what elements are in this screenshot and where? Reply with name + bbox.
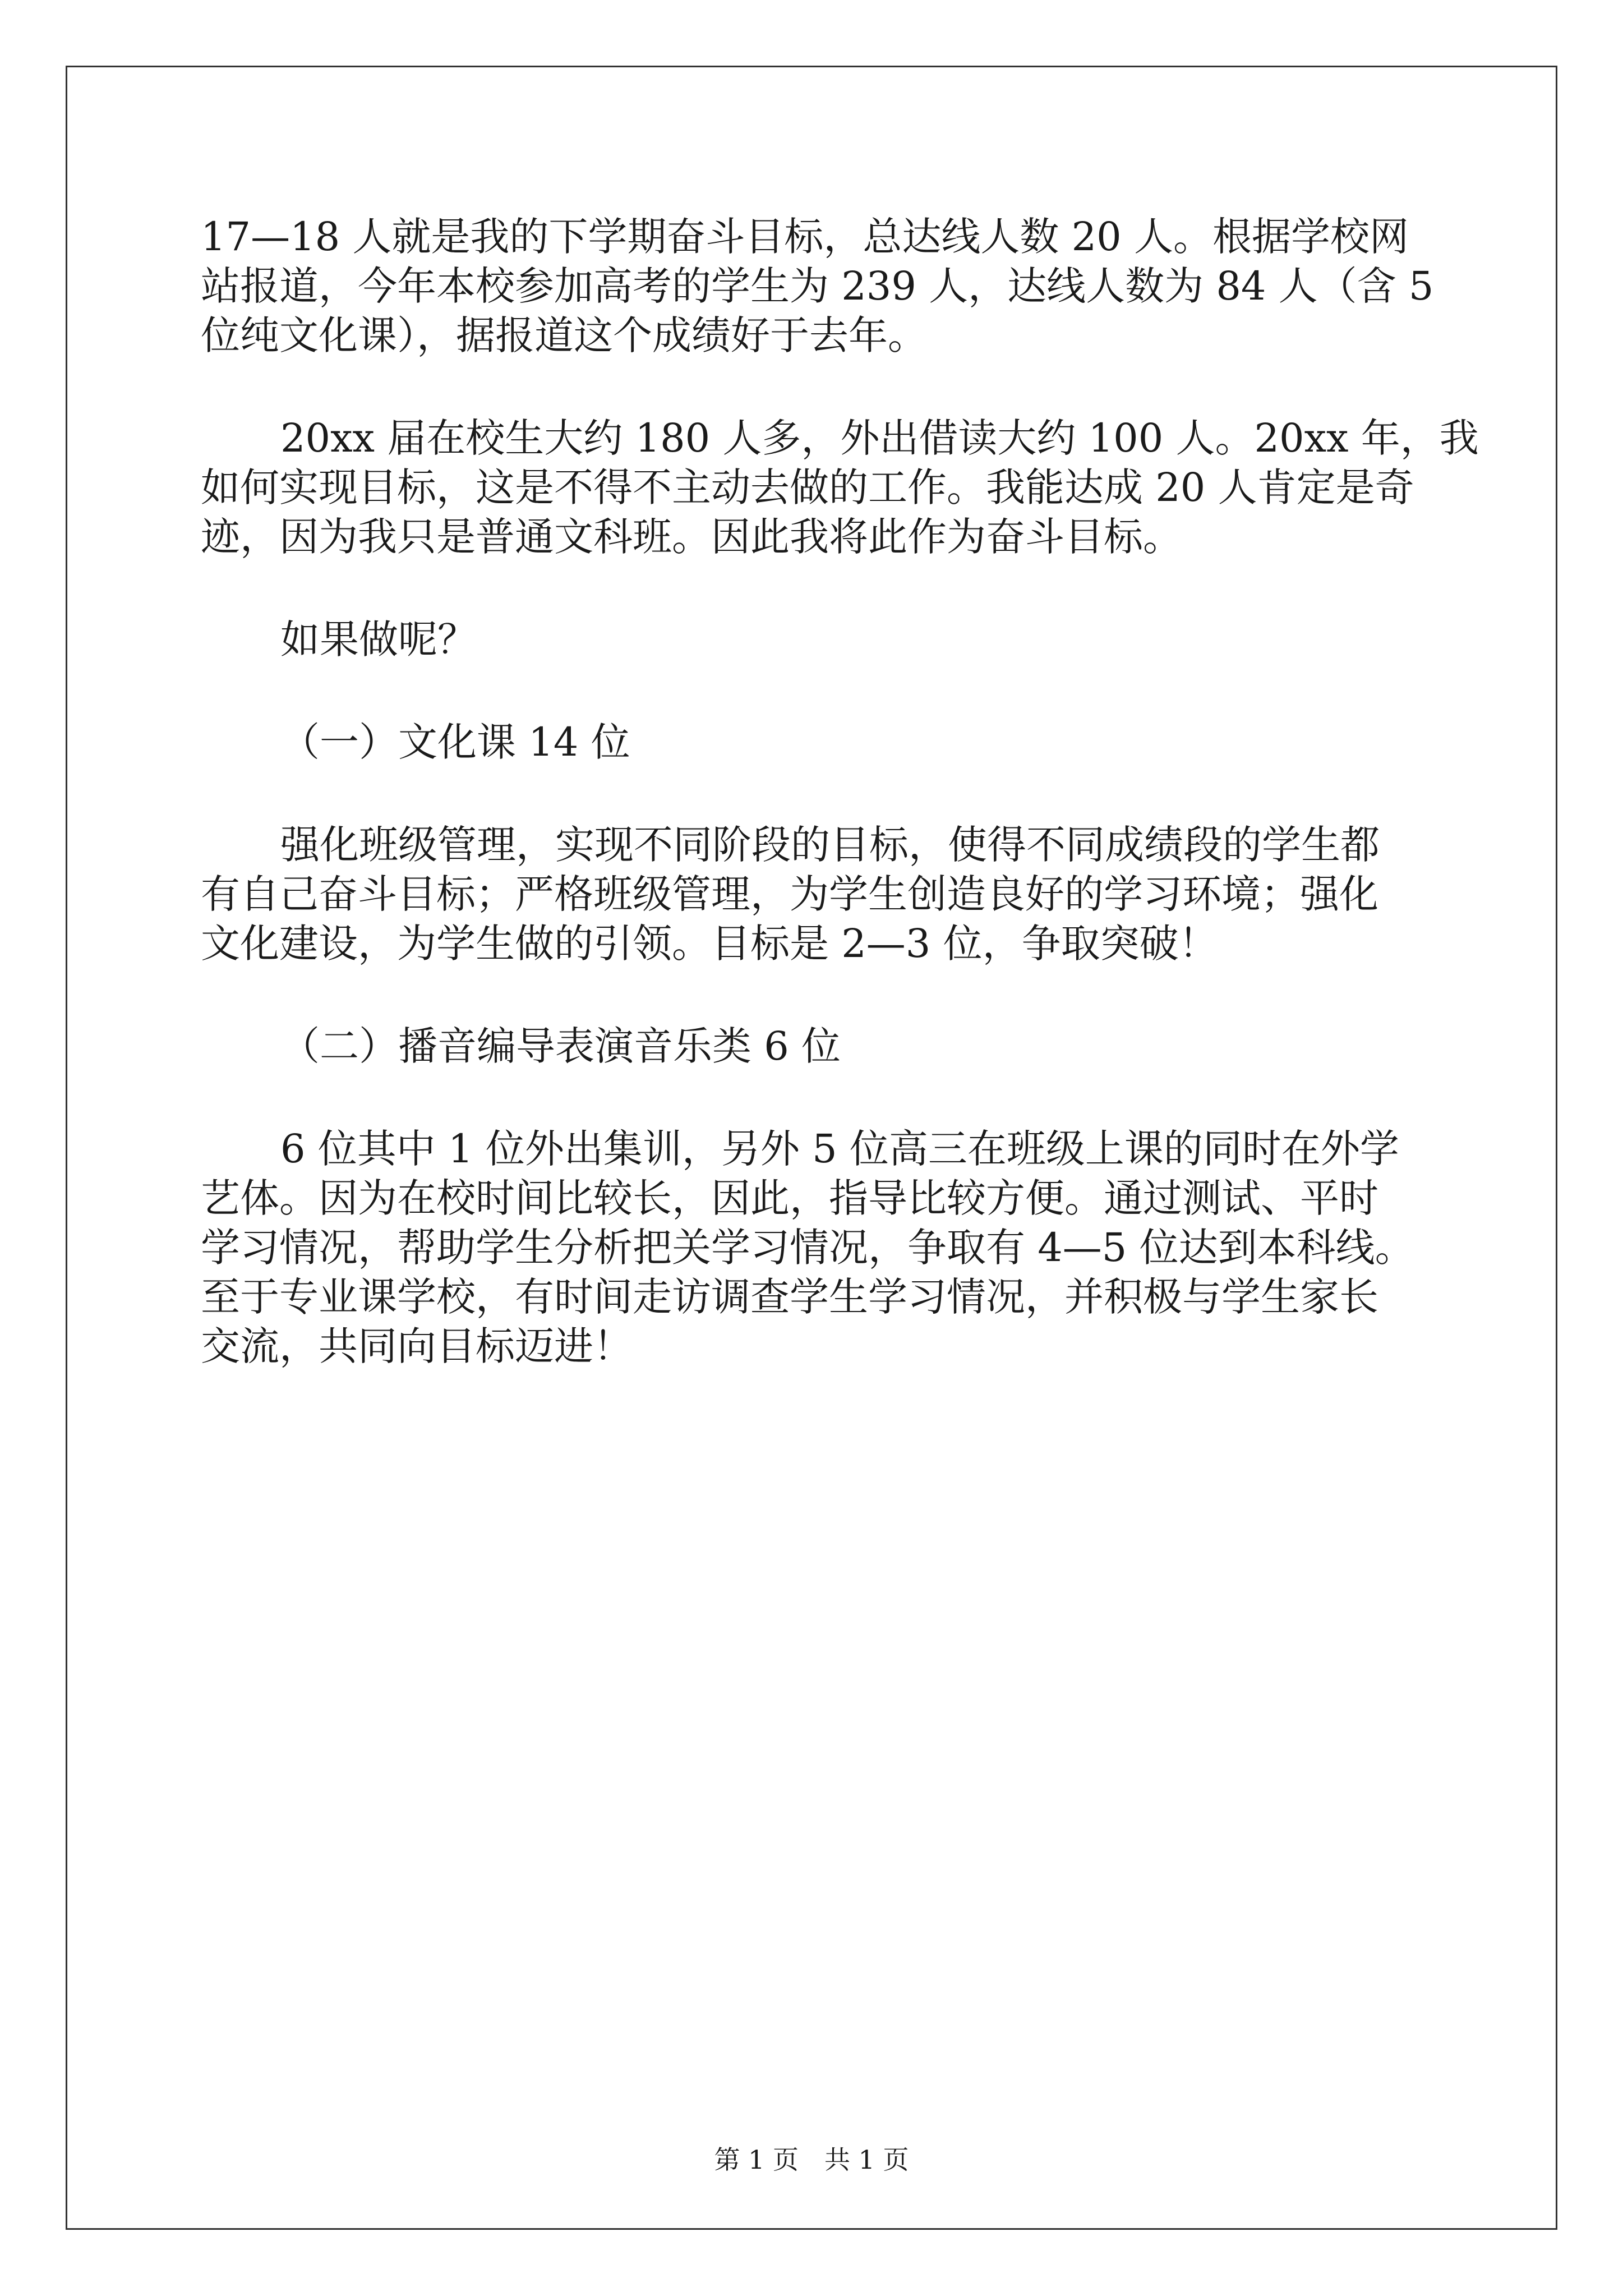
text-line: 位纯文化课），据报道这个成绩好于去年。 <box>201 312 927 358</box>
section-heading <box>201 1022 1441 1071</box>
text-line: 17—18 人就是我的下学期奋斗目标，总达线人数 20 人。根据学校网 <box>201 214 1409 260</box>
text-line: 至于专业课学校，有时间走访调查学生学习情况，并积极与学生家长 <box>201 1274 1378 1320</box>
paragraph <box>201 615 1441 664</box>
paragraph <box>201 212 1441 360</box>
heading-line: （一）文化课 14 位 <box>280 719 630 765</box>
text-line: 如何实现目标，这是不得不主动去做的工作。我能达成 20 人肯定是奇 <box>201 464 1414 510</box>
section-heading <box>201 717 1441 767</box>
text-line: 20xx 届在校生大约 180 人多，外出借读大约 100 人。20xx 年，我 <box>280 415 1479 461</box>
paragraph <box>201 820 1441 968</box>
page-footer: 第 1 页 共 1 页 <box>714 2145 909 2175</box>
text-line: 强化班级管理，实现不同阶段的目标，使得不同成绩段的学生都 <box>280 822 1380 868</box>
text-line: 文化建设，为学生做的引领。目标是 2—3 位，争取突破！ <box>201 921 1218 967</box>
text-line: 交流，共同向目标迈进！ <box>201 1323 633 1369</box>
text-line: 迹，因为我只是普通文科班。因此我将此作为奋斗目标。 <box>201 514 1182 560</box>
text-line: 6 位其中 1 位外出集训，另外 5 位高三在班级上课的同时在外学 <box>280 1126 1399 1172</box>
text-line: 如果做呢？ <box>280 616 477 662</box>
document-body <box>201 212 1479 1371</box>
heading-line: （二）播音编导表演音乐类 6 位 <box>280 1023 841 1069</box>
text-line: 艺体。因为在校时间比较长，因此，指导比较方便。通过测试、平时 <box>201 1175 1378 1221</box>
paragraph <box>201 1124 1441 1371</box>
text-line: 学习情况，帮助学生分析把关学习情况，争取有 4—5 位达到本科线。 <box>201 1225 1414 1271</box>
paragraph <box>201 413 1479 562</box>
text-line: 有自己奋斗目标；严格班级管理，为学生创造良好的学习环境；强化 <box>201 871 1378 917</box>
text-line: 站报道，今年本校参加高考的学生为 239 人，达线人数为 84 人（含 5 <box>201 263 1434 309</box>
